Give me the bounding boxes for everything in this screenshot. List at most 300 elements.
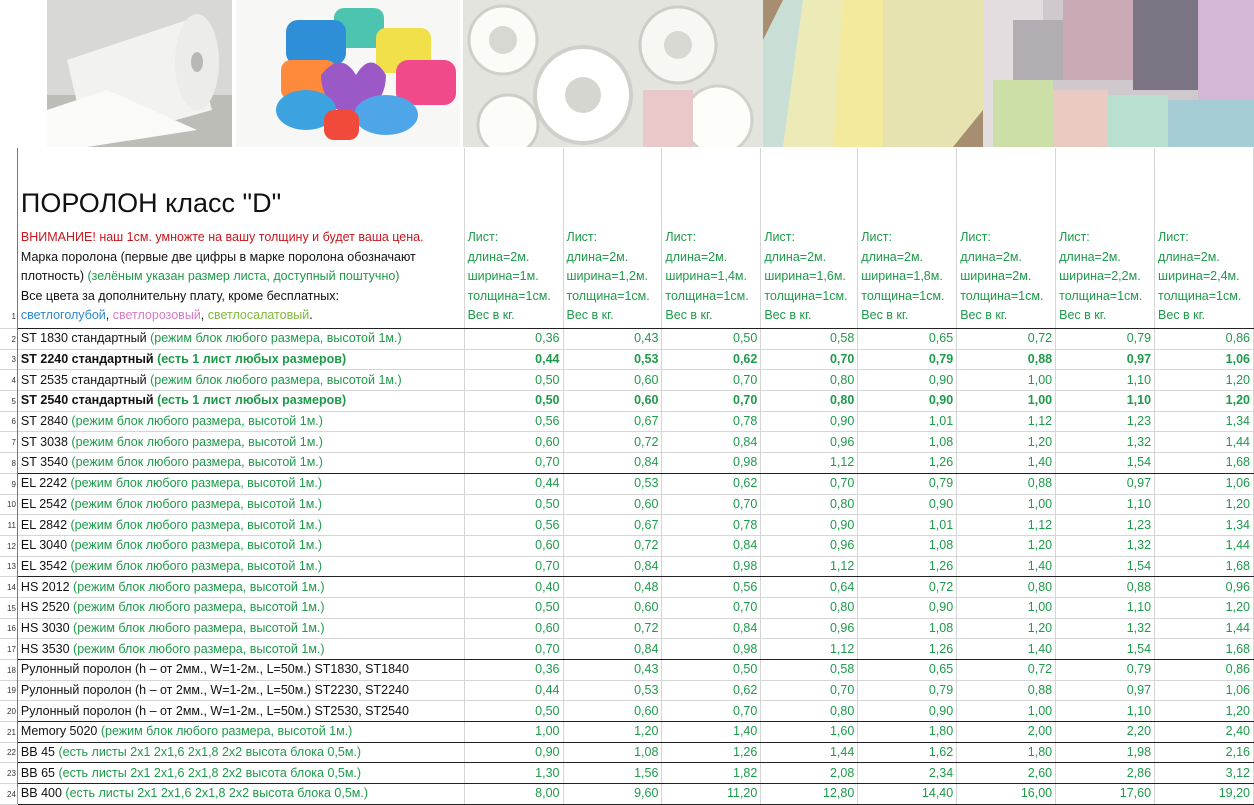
weight-cell[interactable]: 0,60: [464, 432, 563, 453]
weight-cell[interactable]: 0,56: [464, 515, 563, 536]
weight-cell[interactable]: 2,16: [1155, 742, 1254, 763]
row-number[interactable]: 4: [0, 370, 17, 391]
row-number[interactable]: 3: [0, 349, 17, 370]
weight-cell[interactable]: 0,67: [563, 411, 662, 432]
weight-cell[interactable]: 0,48: [563, 577, 662, 598]
weight-cell[interactable]: 0,84: [662, 535, 761, 556]
weight-cell[interactable]: 1,08: [563, 742, 662, 763]
header-row: [0, 148, 1254, 329]
weight-cell[interactable]: 1,44: [761, 742, 858, 763]
weight-cell[interactable]: 0,86: [1155, 660, 1254, 681]
weight-cell[interactable]: 1,10: [1056, 391, 1155, 412]
weight-cell[interactable]: 0,79: [858, 473, 957, 494]
weight-cell[interactable]: 0,96: [1155, 577, 1254, 598]
weight-cell[interactable]: 0,60: [563, 597, 662, 618]
weight-cell[interactable]: 1,00: [957, 597, 1056, 618]
weight-cell[interactable]: 0,50: [464, 701, 563, 722]
weight-cell[interactable]: 0,90: [761, 515, 858, 536]
table-row: [0, 639, 1254, 660]
weight-cell[interactable]: 1,30: [464, 763, 563, 784]
weight-cell[interactable]: 12,80: [761, 784, 858, 805]
weight-cell[interactable]: 1,20: [1155, 391, 1254, 412]
foam-grade-cell[interactable]: [17, 577, 464, 598]
weight-cell[interactable]: 0,70: [662, 391, 761, 412]
weight-cell[interactable]: 1,06: [1155, 680, 1254, 701]
foam-grade-name: Memory 5020: [20, 724, 98, 739]
weight-cell[interactable]: 1,12: [761, 453, 858, 474]
foam-grade-note: (режим блок любого размера, высотой 1м.): [69, 600, 325, 615]
weight-cell[interactable]: 0,58: [761, 329, 858, 350]
weight-cell[interactable]: 0,72: [563, 618, 662, 639]
weight-cell[interactable]: 1,54: [1056, 639, 1155, 660]
weight-cell[interactable]: 1,08: [858, 535, 957, 556]
weight-cell[interactable]: 1,80: [957, 742, 1056, 763]
weight-cell[interactable]: 1,20: [563, 722, 662, 743]
weight-cell[interactable]: 0,97: [1056, 349, 1155, 370]
row-number[interactable]: 21: [0, 722, 17, 743]
foam-grade-cell[interactable]: [17, 535, 464, 556]
weight-cell[interactable]: 0,36: [464, 329, 563, 350]
weight-cell[interactable]: 0,88: [957, 349, 1056, 370]
weight-cell[interactable]: 0,96: [761, 432, 858, 453]
sheet-size-line: толщина=1см.: [764, 288, 848, 303]
foam-grade-note: (есть 1 лист любых размеров): [153, 393, 347, 408]
weight-cell[interactable]: 0,60: [464, 535, 563, 556]
sheet-size-line: Вес в кг.: [861, 308, 909, 323]
foam-grade-cell[interactable]: [17, 763, 464, 784]
foam-blocks-color-image: [983, 0, 1254, 147]
weight-cell[interactable]: 1,12: [761, 556, 858, 577]
weight-cell[interactable]: 0,97: [1056, 680, 1155, 701]
weight-cell[interactable]: 1,20: [957, 618, 1056, 639]
weight-cell[interactable]: 1,01: [858, 411, 957, 432]
weight-cell[interactable]: 2,20: [1056, 722, 1155, 743]
weight-cell[interactable]: 14,40: [858, 784, 957, 805]
weight-cell[interactable]: 1,68: [1155, 453, 1254, 474]
weight-cell[interactable]: 0,60: [563, 391, 662, 412]
foam-grade-cell[interactable]: [17, 349, 464, 370]
foam-grade-cell[interactable]: [17, 742, 464, 763]
weight-cell[interactable]: 0,60: [464, 618, 563, 639]
row-number[interactable]: 19: [0, 680, 17, 701]
weight-cell[interactable]: 1,98: [1056, 742, 1155, 763]
weight-cell[interactable]: 0,36: [464, 660, 563, 681]
row-number[interactable]: 15: [0, 597, 17, 618]
weight-cell[interactable]: 0,50: [464, 391, 563, 412]
weight-cell[interactable]: 0,86: [1155, 329, 1254, 350]
sheet-size-line: Лист:: [566, 230, 598, 245]
foam-grade-cell[interactable]: [17, 556, 464, 577]
weight-cell[interactable]: 0,50: [464, 597, 563, 618]
weight-cell[interactable]: 0,70: [761, 680, 858, 701]
foam-grade-name: EL 2542: [20, 496, 68, 511]
row-number[interactable]: 6: [0, 411, 17, 432]
sheet-size-header-3[interactable]: [662, 148, 761, 329]
row-number[interactable]: 11: [0, 515, 17, 536]
weight-cell[interactable]: 1,01: [858, 515, 957, 536]
sheet-size-line: ширина=2м.: [960, 269, 1032, 284]
weight-cell[interactable]: 0,80: [761, 391, 858, 412]
row-number[interactable]: 7: [0, 432, 17, 453]
weight-cell[interactable]: 1,40: [662, 722, 761, 743]
foam-grade-cell[interactable]: [17, 597, 464, 618]
weight-cell[interactable]: 0,64: [761, 577, 858, 598]
foam-grade-cell[interactable]: [17, 660, 464, 681]
row-number[interactable]: 18: [0, 660, 17, 681]
weight-cell[interactable]: 1,10: [1056, 701, 1155, 722]
weight-cell[interactable]: 0,90: [858, 391, 957, 412]
weight-cell[interactable]: 2,40: [1155, 722, 1254, 743]
weight-cell[interactable]: 0,90: [858, 701, 957, 722]
weight-cell[interactable]: 0,72: [563, 535, 662, 556]
weight-cell[interactable]: 0,60: [563, 494, 662, 515]
weight-cell[interactable]: 0,79: [1056, 660, 1155, 681]
foam-grade-cell[interactable]: [17, 722, 464, 743]
weight-cell[interactable]: 1,80: [858, 722, 957, 743]
weight-cell[interactable]: 1,08: [858, 432, 957, 453]
weight-cell[interactable]: 0,79: [858, 680, 957, 701]
weight-cell[interactable]: 1,00: [464, 722, 563, 743]
weight-cell[interactable]: 0,80: [761, 370, 858, 391]
weight-cell[interactable]: 0,53: [563, 349, 662, 370]
sheet-size-line: Лист:: [764, 230, 795, 245]
weight-cell[interactable]: 1,44: [1155, 618, 1254, 639]
foam-grade-name: Рулонный поролон (h – от 2мм., W=1-2м., L=50м.) ST2230, ST2240: [20, 683, 409, 698]
weight-cell[interactable]: 0,43: [563, 660, 662, 681]
weight-cell[interactable]: 0,56: [464, 411, 563, 432]
weight-cell[interactable]: 2,00: [957, 722, 1056, 743]
weight-cell[interactable]: 0,98: [662, 556, 761, 577]
weight-cell[interactable]: 0,70: [464, 639, 563, 660]
sheet-size-header-5[interactable]: [858, 148, 957, 329]
note-line-2: [21, 267, 461, 287]
free-colors-end: .: [309, 308, 313, 323]
free-color-light-pink: светлорозовый: [112, 308, 201, 323]
foam-grade-note: (есть листы 2х1 2х1,6 2х1,8 2х2 высота блока 0,5м.): [61, 786, 369, 801]
row-number[interactable]: 10: [0, 494, 17, 515]
sheet-size-header-8[interactable]: [1155, 148, 1254, 329]
sheet-size-header-4[interactable]: [761, 148, 858, 329]
weight-cell[interactable]: 3,12: [1155, 763, 1254, 784]
weight-cell[interactable]: 1,34: [1155, 411, 1254, 432]
sheet-size-line: ширина=1м.: [467, 269, 539, 284]
row-number[interactable]: 12: [0, 535, 17, 556]
sheet-size-line: длина=2м.: [861, 249, 924, 264]
weight-cell[interactable]: 0,62: [662, 473, 761, 494]
weight-cell[interactable]: 0,96: [761, 618, 858, 639]
weight-cell[interactable]: 1,56: [563, 763, 662, 784]
weight-cell[interactable]: 0,60: [563, 701, 662, 722]
table-row: [0, 577, 1254, 598]
sheet-size-header-2[interactable]: [563, 148, 662, 329]
weight-cell[interactable]: 1,26: [662, 742, 761, 763]
weight-cell[interactable]: 0,78: [662, 411, 761, 432]
weight-cell[interactable]: 1,00: [957, 370, 1056, 391]
weight-cell[interactable]: 1,44: [1155, 535, 1254, 556]
weight-cell[interactable]: 1,12: [957, 515, 1056, 536]
sheet-size-line: длина=2м.: [467, 249, 530, 264]
sheet-size-line: Лист:: [665, 230, 697, 245]
weight-cell[interactable]: 0,70: [761, 473, 858, 494]
weight-cell[interactable]: 17,60: [1056, 784, 1155, 805]
sheet-size-header-1[interactable]: [464, 148, 563, 329]
weight-cell[interactable]: 0,72: [858, 577, 957, 598]
weight-cell[interactable]: 0,88: [1056, 577, 1155, 598]
weight-cell[interactable]: 2,08: [761, 763, 858, 784]
row-number[interactable]: 22: [0, 742, 17, 763]
weight-cell[interactable]: 1,20: [1155, 494, 1254, 515]
weight-cell[interactable]: 0,80: [761, 597, 858, 618]
foam-grade-cell[interactable]: [17, 701, 464, 722]
foam-grade-note: (режим блок любого размера, высотой 1м.): [67, 455, 323, 470]
weight-cell[interactable]: 1,10: [1056, 597, 1155, 618]
weight-cell[interactable]: 0,80: [957, 577, 1056, 598]
weight-cell[interactable]: 2,34: [858, 763, 957, 784]
foam-grade-name: ST 2840: [20, 414, 68, 429]
weight-cell[interactable]: 0,65: [858, 329, 957, 350]
weight-cell[interactable]: 0,96: [761, 535, 858, 556]
row-number[interactable]: 1: [0, 148, 17, 329]
weight-cell[interactable]: 1,54: [1056, 556, 1155, 577]
weight-cell[interactable]: 1,20: [1155, 370, 1254, 391]
weight-cell[interactable]: 0,88: [957, 680, 1056, 701]
weight-cell[interactable]: 1,00: [957, 391, 1056, 412]
weight-cell[interactable]: 0,70: [761, 349, 858, 370]
weight-cell[interactable]: 0,62: [662, 680, 761, 701]
weight-cell[interactable]: 1,40: [957, 453, 1056, 474]
weight-cell[interactable]: 1,44: [1155, 432, 1254, 453]
weight-cell[interactable]: 0,53: [563, 473, 662, 494]
foam-grade-name: BB 65: [20, 765, 55, 780]
weight-cell[interactable]: 16,00: [957, 784, 1056, 805]
weight-cell[interactable]: 0,90: [858, 370, 957, 391]
weight-cell[interactable]: 1,10: [1056, 494, 1155, 515]
table-row: [0, 494, 1254, 515]
weight-cell[interactable]: 1,60: [761, 722, 858, 743]
sheet-size-line: толщина=1см.: [861, 288, 945, 303]
sheet-size-line: Вес в кг.: [665, 308, 713, 323]
sheet-size-line: Вес в кг.: [467, 308, 515, 323]
row-number[interactable]: 8: [0, 453, 17, 474]
weight-cell[interactable]: 0,70: [464, 556, 563, 577]
weight-cell[interactable]: 1,26: [858, 556, 957, 577]
row-number[interactable]: 20: [0, 701, 17, 722]
row-number[interactable]: 23: [0, 763, 17, 784]
weight-cell[interactable]: 0,84: [662, 432, 761, 453]
weight-cell[interactable]: 0,50: [662, 329, 761, 350]
warning-text: ВНИМАНИЕ! наш 1см. умножте на вашу толщину и будет ваша цена.: [20, 230, 424, 245]
weight-cell[interactable]: 11,20: [662, 784, 761, 805]
weight-cell[interactable]: 1,06: [1155, 473, 1254, 494]
weight-cell[interactable]: 1,32: [1056, 432, 1155, 453]
weight-cell[interactable]: 0,58: [761, 660, 858, 681]
foam-grade-name: ST 2535 стандартный: [20, 372, 147, 387]
weight-cell[interactable]: 0,80: [761, 701, 858, 722]
foam-grade-name: ST 3038: [20, 434, 68, 449]
free-color-separator-1: ,: [105, 308, 113, 323]
weight-cell[interactable]: 0,70: [662, 494, 761, 515]
weight-cell[interactable]: 1,68: [1155, 556, 1254, 577]
table-row: [0, 680, 1254, 701]
weight-cell[interactable]: 0,98: [662, 639, 761, 660]
sheet-size-line: Лист:: [861, 230, 892, 245]
sheet-size-line: ширина=2,2м.: [1059, 269, 1141, 284]
sheet-size-line: длина=2м.: [960, 249, 1022, 264]
weight-cell[interactable]: 0,50: [464, 494, 563, 515]
sheet-size-line: длина=2м.: [566, 249, 629, 264]
weight-cell[interactable]: 1,10: [1056, 370, 1155, 391]
weight-cell[interactable]: 1,08: [858, 618, 957, 639]
row-number[interactable]: 9: [0, 473, 17, 494]
sheet-size-line: толщина=1см.: [467, 288, 551, 303]
row-number[interactable]: 5: [0, 391, 17, 412]
weight-cell[interactable]: 0,44: [464, 680, 563, 701]
weight-cell[interactable]: 0,50: [662, 660, 761, 681]
weight-cell[interactable]: 0,72: [563, 432, 662, 453]
weight-cell[interactable]: 1,40: [957, 556, 1056, 577]
weight-cell[interactable]: 0,88: [957, 473, 1056, 494]
table-row: [0, 597, 1254, 618]
sheet-size-line: длина=2м.: [1059, 249, 1121, 264]
weight-cell[interactable]: 0,79: [858, 349, 957, 370]
sheet-size-line: толщина=1см.: [566, 288, 650, 303]
weight-cell[interactable]: 2,86: [1056, 763, 1155, 784]
weight-cell[interactable]: 0,53: [563, 680, 662, 701]
weight-cell[interactable]: 1,40: [957, 639, 1056, 660]
weight-cell[interactable]: 9,60: [563, 784, 662, 805]
weight-cell[interactable]: 1,00: [957, 701, 1056, 722]
weight-cell[interactable]: 0,78: [662, 515, 761, 536]
foam-grade-cell[interactable]: [17, 618, 464, 639]
weight-cell[interactable]: 0,84: [563, 639, 662, 660]
weight-cell[interactable]: 1,32: [1056, 535, 1155, 556]
foam-grade-note: (режим блок любого размера, высотой 1м.): [67, 558, 323, 573]
weight-cell[interactable]: 0,97: [1056, 473, 1155, 494]
foam-grade-cell[interactable]: [17, 494, 464, 515]
weight-cell[interactable]: 0,43: [563, 329, 662, 350]
table-row: [0, 515, 1254, 536]
row-number[interactable]: 13: [0, 556, 17, 577]
weight-cell[interactable]: 1,62: [858, 742, 957, 763]
weight-cell[interactable]: 0,72: [957, 329, 1056, 350]
foam-grade-cell[interactable]: [17, 639, 464, 660]
weight-cell[interactable]: 1,06: [1155, 349, 1254, 370]
row-number[interactable]: 2: [0, 329, 17, 350]
foam-rolls-white-photo: [463, 0, 763, 147]
weight-cell[interactable]: 1,34: [1155, 515, 1254, 536]
weight-cell[interactable]: 0,70: [662, 597, 761, 618]
weight-cell[interactable]: 0,70: [662, 370, 761, 391]
weight-cell[interactable]: 19,20: [1155, 784, 1254, 805]
weight-cell[interactable]: 0,72: [957, 660, 1056, 681]
weight-cell[interactable]: 0,50: [464, 370, 563, 391]
row-number[interactable]: 24: [0, 784, 17, 805]
weight-cell[interactable]: 0,44: [464, 349, 563, 370]
foam-grade-note: (режим блок любого размера, высотой 1м.): [146, 331, 402, 346]
foam-grade-cell[interactable]: [17, 370, 464, 391]
note-line-2-black: плотность): [20, 269, 88, 284]
weight-cell[interactable]: 0,44: [464, 473, 563, 494]
foam-grade-cell[interactable]: [17, 432, 464, 453]
row-number[interactable]: 16: [0, 618, 17, 639]
weight-cell[interactable]: 1,20: [1155, 597, 1254, 618]
foam-grade-cell[interactable]: [17, 411, 464, 432]
weight-cell[interactable]: 0,84: [662, 618, 761, 639]
foam-grade-name: HS 2520: [20, 600, 70, 615]
foam-grade-name: HS 3530: [20, 641, 70, 656]
weight-cell[interactable]: 1,68: [1155, 639, 1254, 660]
weight-cell[interactable]: 1,00: [957, 494, 1056, 515]
weight-cell[interactable]: 2,60: [957, 763, 1056, 784]
table-row: [0, 535, 1254, 556]
weight-cell[interactable]: 8,00: [464, 784, 563, 805]
weight-cell[interactable]: 1,23: [1056, 411, 1155, 432]
weight-cell[interactable]: 0,98: [662, 453, 761, 474]
foam-grade-cell[interactable]: [17, 391, 464, 412]
header-info-cell[interactable]: [17, 148, 464, 329]
foam-grade-cell[interactable]: [17, 473, 464, 494]
weight-cell[interactable]: 1,54: [1056, 453, 1155, 474]
weight-cell[interactable]: 0,40: [464, 577, 563, 598]
weight-cell[interactable]: 0,60: [563, 370, 662, 391]
foam-grade-cell[interactable]: [17, 453, 464, 474]
sheet-size-header-7[interactable]: [1056, 148, 1155, 329]
weight-cell[interactable]: 0,56: [662, 577, 761, 598]
weight-cell[interactable]: 0,84: [563, 453, 662, 474]
table-row: [0, 391, 1254, 412]
weight-cell[interactable]: 1,12: [761, 639, 858, 660]
sheet-size-line: ширина=1,2м.: [566, 269, 649, 284]
free-color-light-blue: светлоголубой: [20, 308, 106, 323]
weight-cell[interactable]: 1,82: [662, 763, 761, 784]
weight-cell[interactable]: 1,20: [1155, 701, 1254, 722]
table-row: [0, 722, 1254, 743]
sponges-photo: [236, 0, 460, 147]
row-number[interactable]: 17: [0, 639, 17, 660]
weight-cell[interactable]: 1,20: [957, 432, 1056, 453]
weight-cell[interactable]: 0,84: [563, 556, 662, 577]
weight-cell[interactable]: 0,90: [858, 494, 957, 515]
foam-grade-cell[interactable]: [17, 515, 464, 536]
weight-cell[interactable]: 1,12: [957, 411, 1056, 432]
weight-cell[interactable]: 0,90: [761, 411, 858, 432]
table-row: [0, 763, 1254, 784]
weight-cell[interactable]: 1,26: [858, 639, 957, 660]
weight-cell[interactable]: 0,65: [858, 660, 957, 681]
foam-grade-cell[interactable]: [17, 680, 464, 701]
weight-cell[interactable]: 0,70: [464, 453, 563, 474]
weight-cell[interactable]: 0,90: [858, 597, 957, 618]
weight-cell[interactable]: 0,90: [464, 742, 563, 763]
sheet-size-line: Лист:: [960, 230, 991, 245]
weight-cell[interactable]: 1,20: [957, 535, 1056, 556]
weight-cell[interactable]: 0,80: [761, 494, 858, 515]
free-color-separator-2: ,: [200, 308, 208, 323]
weight-cell[interactable]: 0,62: [662, 349, 761, 370]
weight-cell[interactable]: 1,32: [1056, 618, 1155, 639]
weight-cell[interactable]: 1,26: [858, 453, 957, 474]
table-row: [0, 370, 1254, 391]
sheet-size-header-6[interactable]: [957, 148, 1056, 329]
weight-cell[interactable]: 0,79: [1056, 329, 1155, 350]
table-row: [0, 432, 1254, 453]
weight-cell[interactable]: 1,23: [1056, 515, 1155, 536]
weight-cell[interactable]: 0,67: [563, 515, 662, 536]
foam-grade-note: (режим блок любого размера, высотой 1м.): [97, 724, 353, 739]
weight-cell[interactable]: 0,70: [662, 701, 761, 722]
row-number[interactable]: 14: [0, 577, 17, 598]
foam-grade-cell[interactable]: [17, 329, 464, 350]
